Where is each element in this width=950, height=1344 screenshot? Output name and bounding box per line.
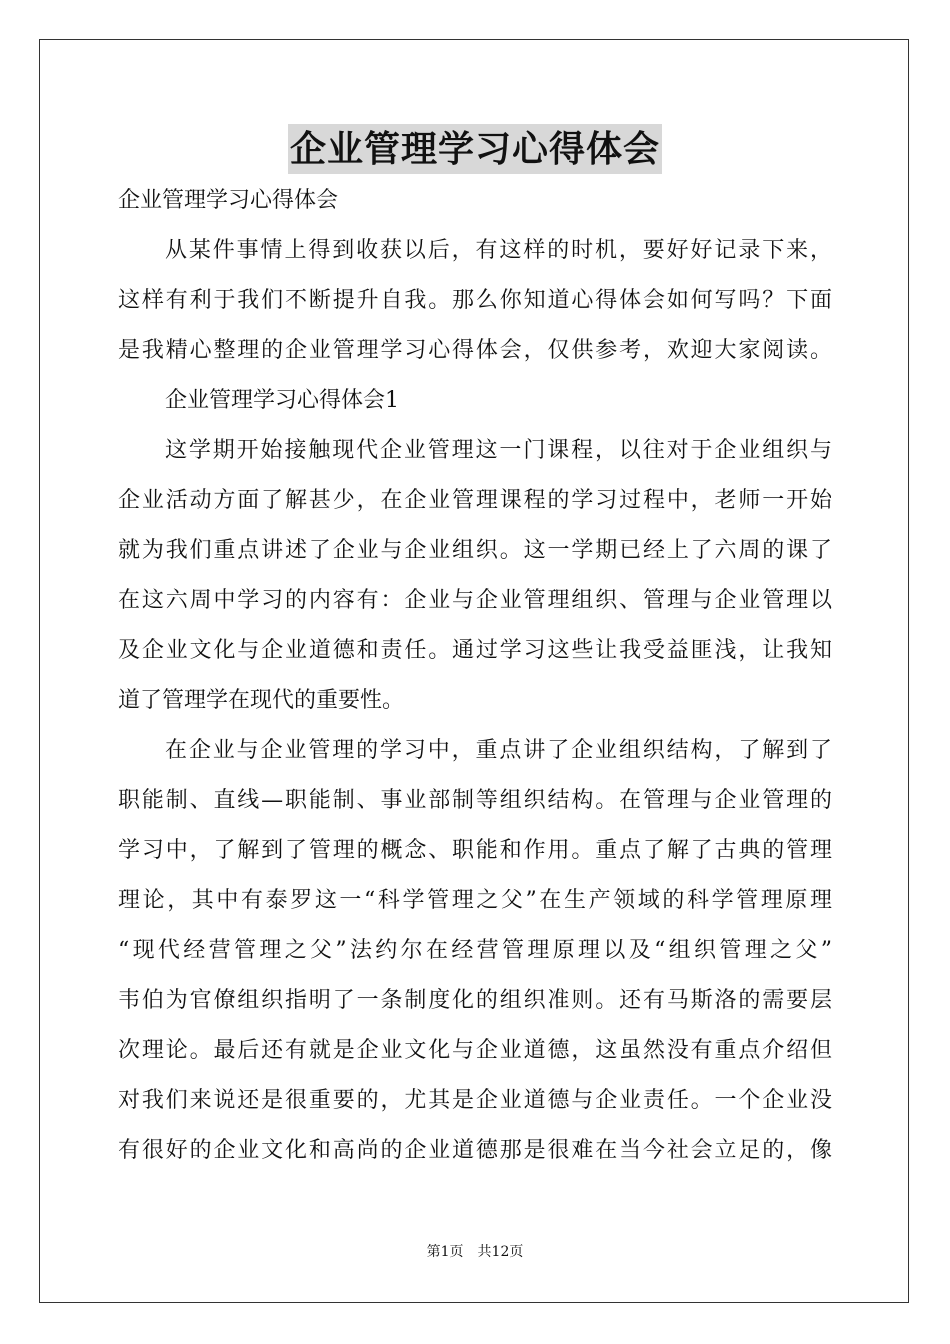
body-text-line: 及企业文化与企业道德和责任。通过学习这些让我受益匪浅，让我知	[118, 638, 832, 663]
title-container	[0, 124, 950, 174]
body-text-line: 这样有利于我们不断提升自我。那么你知道心得体会如何写吗？下面	[118, 288, 832, 313]
body-text-line: 企业活动方面了解甚少，在企业管理课程的学习过程中，老师一开始	[118, 488, 832, 513]
body-text-line: 在这六周中学习的内容有：企业与企业管理组织、管理与企业管理以	[118, 588, 832, 613]
body-text-line: 是我精心整理的企业管理学习心得体会，仅供参考，欢迎大家阅读。	[118, 338, 832, 363]
page-total: 共12页	[477, 1244, 524, 1260]
body-text-line: 在企业与企业管理的学习中，重点讲了企业组织结构，了解到了	[165, 738, 832, 763]
body-text-line: “现代经营管理之父”法约尔在经营管理原理以及“组织管理之父”	[118, 938, 832, 963]
document-subtitle: 企业管理学习心得体会	[118, 188, 339, 213]
body-text-line: 从某件事情上得到收获以后，有这样的时机，要好好记录下来，	[165, 238, 832, 263]
body-text-line: 职能制、直线—职能制、事业部制等组织结构。在管理与企业管理的	[118, 788, 832, 813]
page-footer	[0, 1242, 950, 1262]
body-text-line: 韦伯为官僚组织指明了一条制度化的组织准则。还有马斯洛的需要层	[118, 988, 832, 1013]
body-text-line: 有很好的企业文化和高尚的企业道德那是很难在当今社会立足的，像	[118, 1138, 832, 1163]
document-title: 企业管理学习心得体会	[288, 124, 662, 174]
page-number: 第1页	[426, 1244, 464, 1260]
body-text-line: 这学期开始接触现代企业管理这一门课程，以往对于企业组织与	[165, 438, 832, 463]
body-text-line: 理论，其中有泰罗这一“科学管理之父”在生产领域的科学管理原理	[118, 888, 832, 913]
body-text-line: 企业管理学习心得体会1	[165, 388, 399, 413]
body-text-line: 学习中，了解到了管理的概念、职能和作用。重点了解了古典的管理	[118, 838, 832, 863]
body-text-line: 次理论。最后还有就是企业文化与企业道德，这虽然没有重点介绍但	[118, 1038, 832, 1063]
document-body	[118, 176, 832, 1176]
body-text-line: 对我们来说还是很重要的，尤其是企业道德与企业责任。一个企业没	[118, 1088, 832, 1113]
body-text-line: 就为我们重点讲述了企业与企业组织。这一学期已经上了六周的课了	[118, 538, 832, 563]
body-text-line: 道了管理学在现代的重要性。	[118, 688, 405, 713]
